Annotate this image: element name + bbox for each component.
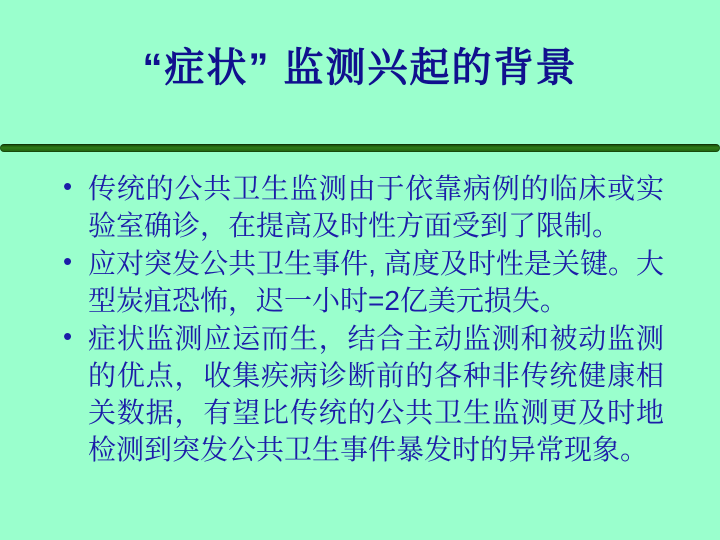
slide-title: “症状” 监测兴起的背景 <box>142 46 578 90</box>
bullet-item <box>62 245 664 319</box>
bullet-marker-icon: • <box>63 171 73 201</box>
bullet-text: 应对突发公共卫生事件, 高度及时性是关键。大型炭疽恐怖，迟一小时=2亿美元损失。 <box>88 248 664 316</box>
bullet-marker-icon: • <box>63 321 73 351</box>
bullet-marker-icon: • <box>63 246 73 276</box>
bullet-text: 症状监测应运而生，结合主动监测和被动监测的优点，收集疾病诊断前的各种非传统健康相关数据，有望比传统的公共卫生监测更及时地检测到突发公共卫生事件暴发时的异常现象。 <box>88 323 664 465</box>
bullet-text: 传统的公共卫生监测由于依靠病例的临床或实验室确诊，在提高及时性方面受到了限制。 <box>88 173 664 241</box>
bullet-item <box>62 320 664 468</box>
title-divider <box>0 144 720 152</box>
bullet-list <box>62 170 664 469</box>
bullet-item <box>62 170 664 244</box>
